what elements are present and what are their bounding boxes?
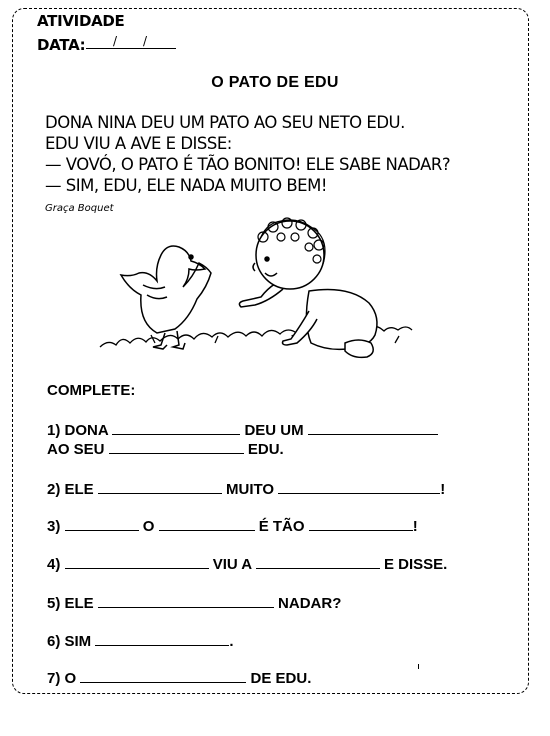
answer-blank[interactable]: [109, 440, 244, 454]
duck-and-boy-illustration: [95, 215, 445, 365]
question-1-line-2: AO SEU EDU.: [47, 441, 284, 458]
answer-blank[interactable]: [256, 555, 380, 569]
date-slash: /: [113, 34, 118, 48]
answer-blank[interactable]: [308, 421, 438, 435]
story-line: DONA NINA DEU UM PATO AO SEU NETO EDU.: [45, 113, 405, 132]
stray-mark: [418, 664, 419, 669]
answer-blank[interactable]: [309, 517, 413, 531]
question-3: 3) O É TÃO !: [47, 518, 418, 535]
answer-blank[interactable]: [95, 632, 229, 646]
duck-drawing: [121, 246, 211, 349]
story-line: — VOVÓ, O PATO É TÃO BONITO! ELE SABE NADAR?: [45, 155, 451, 174]
answer-blank[interactable]: [159, 517, 255, 531]
answer-blank[interactable]: [65, 517, 139, 531]
story-text: [45, 112, 450, 196]
answer-blank[interactable]: [112, 421, 240, 435]
activity-label: ATIVIDADE: [37, 12, 125, 30]
story-line: — SIM, EDU, ELE NADA MUITO BEM!: [45, 176, 327, 195]
answer-blank[interactable]: [98, 480, 222, 494]
answer-blank[interactable]: [80, 669, 246, 683]
question-1: 1) DONA DEU UM: [47, 421, 438, 439]
question-2: 2) ELE MUITO !: [47, 481, 446, 498]
date-label: DATA:: [37, 36, 86, 54]
author-credit: Graça Boquet: [45, 203, 114, 214]
answer-blank[interactable]: [278, 480, 440, 494]
question-7: 7) O DE EDU.: [47, 670, 312, 687]
answer-blank[interactable]: [98, 594, 274, 608]
boy-drawing: [239, 218, 377, 357]
question-6: 6) SIM .: [47, 633, 234, 650]
complete-heading: COMPLETE:: [47, 382, 136, 399]
answer-blank[interactable]: [65, 555, 209, 569]
date-field[interactable]: [86, 34, 176, 49]
question-4: 4) VIU A E DISSE.: [47, 556, 448, 573]
question-5: 5) ELE NADAR?: [47, 595, 342, 612]
page-title: O PATO DE EDU: [211, 74, 339, 91]
story-line: EDU VIU A AVE E DISSE:: [45, 134, 232, 153]
date-slash: /: [143, 34, 148, 48]
